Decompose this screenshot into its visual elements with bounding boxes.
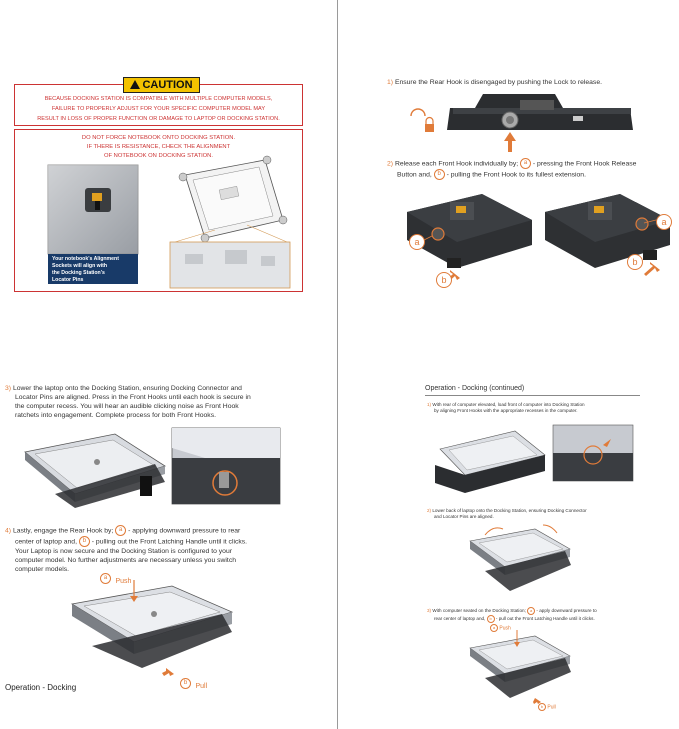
force-warning-box [14, 129, 303, 292]
step-number: 2) [387, 160, 394, 168]
caution-line: BECAUSE DOCKING STATION IS COMPATIBLE WITH MULTIPLE COMPUTER MODELS, [44, 96, 273, 102]
caution-badge [123, 77, 200, 93]
cont-push-label [490, 624, 511, 632]
push-arrow-icon [504, 132, 516, 152]
rear-hook-illustration [405, 86, 635, 152]
push-text: Push [115, 578, 132, 585]
pull-text: Pull [547, 704, 556, 711]
label-a-icon: a [656, 214, 672, 230]
laptop-illustration [179, 156, 287, 242]
step-text: ratchets into engagement. Complete process for both Front Hooks. [15, 412, 216, 419]
caution-line: FAILURE TO PROPERLY ADJUST FOR YOUR SPECIFIC COMPUTER MODEL MAY [51, 106, 266, 112]
step-text: - pulling the Front Hook to its fullest extension. [446, 171, 586, 179]
warning-triangle-icon [130, 80, 140, 89]
cont-step-3 [427, 607, 667, 623]
lower-laptop-illustration [15, 428, 315, 506]
label-b-icon: b [436, 272, 452, 288]
push-text: Push [499, 625, 511, 632]
step-text: - pull out the Front Latching Handle until it clicks. [495, 616, 595, 622]
alignment-note [48, 254, 138, 284]
label-a-icon: a [100, 573, 111, 584]
force-line: IF THERE IS RESISTANCE, CHECK THE ALIGNMENT [86, 144, 231, 150]
step-number: 2) [427, 508, 432, 513]
step-text: Your Laptop is now secure and the Docking Station is configured to your [15, 548, 233, 555]
caution-box [14, 79, 303, 126]
step-text: and Locator Pins are aligned. [434, 514, 494, 519]
step-3 [5, 384, 330, 420]
note-line: Sockets will align with [52, 263, 108, 269]
cont-pull-label [538, 703, 556, 711]
step-text: With rear of computer elevated, load front of computer into Docking Station [432, 402, 585, 407]
step-text: - apply downward pressure to [536, 608, 597, 614]
step-number: 4) [5, 527, 12, 535]
note-line: the Docking Station's [52, 270, 105, 276]
footer-title: Operation - Docking [5, 683, 77, 692]
label-b-icon: b [487, 615, 495, 623]
step-text: - applying downward pressure to rear [128, 527, 241, 535]
label-a-icon: a [409, 234, 425, 250]
step-text: center of laptop and, [15, 538, 77, 546]
pull-arrow-icon [162, 668, 174, 676]
caution-line: RESULT IN LOSS OF PROPER FUNCTION OR DAMAGE TO LAPTOP OR DOCKING STATION. [37, 116, 280, 122]
step-text: Ensure the Rear Hook is disengaged by pushing the Lock to release. [394, 79, 602, 86]
step-text: Lower back of laptop onto the Docking Station, ensuring Docking Connector [432, 508, 587, 513]
load-front-illustration [435, 425, 635, 497]
note-line: Locator Pins [52, 277, 84, 283]
step-text: computer models. [15, 566, 70, 573]
dock-left [407, 194, 532, 268]
laptop-on-dock [25, 434, 165, 508]
step-text: - pulling out the Front Latching Handle until it clicks. [91, 538, 248, 546]
force-line: DO NOT FORCE NOTEBOOK ONTO DOCKING STATION. [81, 135, 236, 141]
step-number: 1) [427, 402, 432, 407]
title-rule [425, 395, 640, 396]
step-2 [387, 158, 677, 180]
force-line: OF NOTEBOOK ON DOCKING STATION. [104, 153, 213, 159]
label-a-icon: a [115, 525, 126, 536]
step-text: by aligning Front Hooks with the appropriate recesses in the computer. [434, 408, 578, 413]
final-seated-illustration [465, 630, 575, 706]
step-number: 3) [5, 385, 12, 392]
step-text: - pressing the Front Hook Release [532, 160, 637, 168]
label-b-icon: b [180, 678, 191, 689]
cont-step-1 [427, 402, 657, 414]
note-line: Your notebook's Alignment [52, 256, 119, 262]
step-text: rear center of laptop and, [434, 616, 486, 622]
step-4 [5, 525, 330, 574]
step-text: Lastly, engage the Rear Hook by; [12, 527, 114, 535]
continued-title: Operation - Docking (continued) [425, 385, 525, 392]
push-label [100, 570, 131, 588]
step-text: Locator Pins are aligned. Press in the Front Hooks until each hook is secure in [15, 394, 251, 401]
lock-icon [411, 109, 434, 132]
label-a-icon: a [527, 607, 535, 615]
engage-rear-hook-illustration [62, 582, 242, 682]
step-text: Release each Front Hook individually by; [394, 160, 519, 168]
cont-step-2 [427, 508, 657, 520]
label-a-icon: a [490, 624, 498, 632]
page-divider [337, 0, 338, 729]
pull-text: Pull [195, 683, 208, 690]
step-number: 1) [387, 79, 394, 86]
label-a-icon: a [520, 158, 531, 169]
label-b-icon: b [79, 536, 90, 547]
pull-label [180, 675, 207, 693]
step-text: Button and, [397, 171, 432, 179]
step-text: computer model. No further adjustments are necessary unless you switch [15, 557, 236, 564]
caution-label: CAUTION [142, 79, 193, 91]
dock-right [545, 194, 670, 268]
caution-text [15, 94, 302, 124]
step-text: the computer recess. You will hear an audible clicking noise as Front Hook [15, 403, 239, 410]
lower-back-illustration [465, 525, 575, 597]
step-text: Lower the laptop onto the Docking Station, ensuring Docking Connector and [12, 385, 242, 392]
label-b-icon: b [434, 169, 445, 180]
label-b-icon: b [627, 254, 643, 270]
label-b-icon: b [538, 703, 546, 711]
step-text: With computer seated on the Docking Station; [432, 608, 526, 614]
pull-arrow-icon [644, 262, 660, 276]
step-number: 3) [427, 608, 432, 614]
